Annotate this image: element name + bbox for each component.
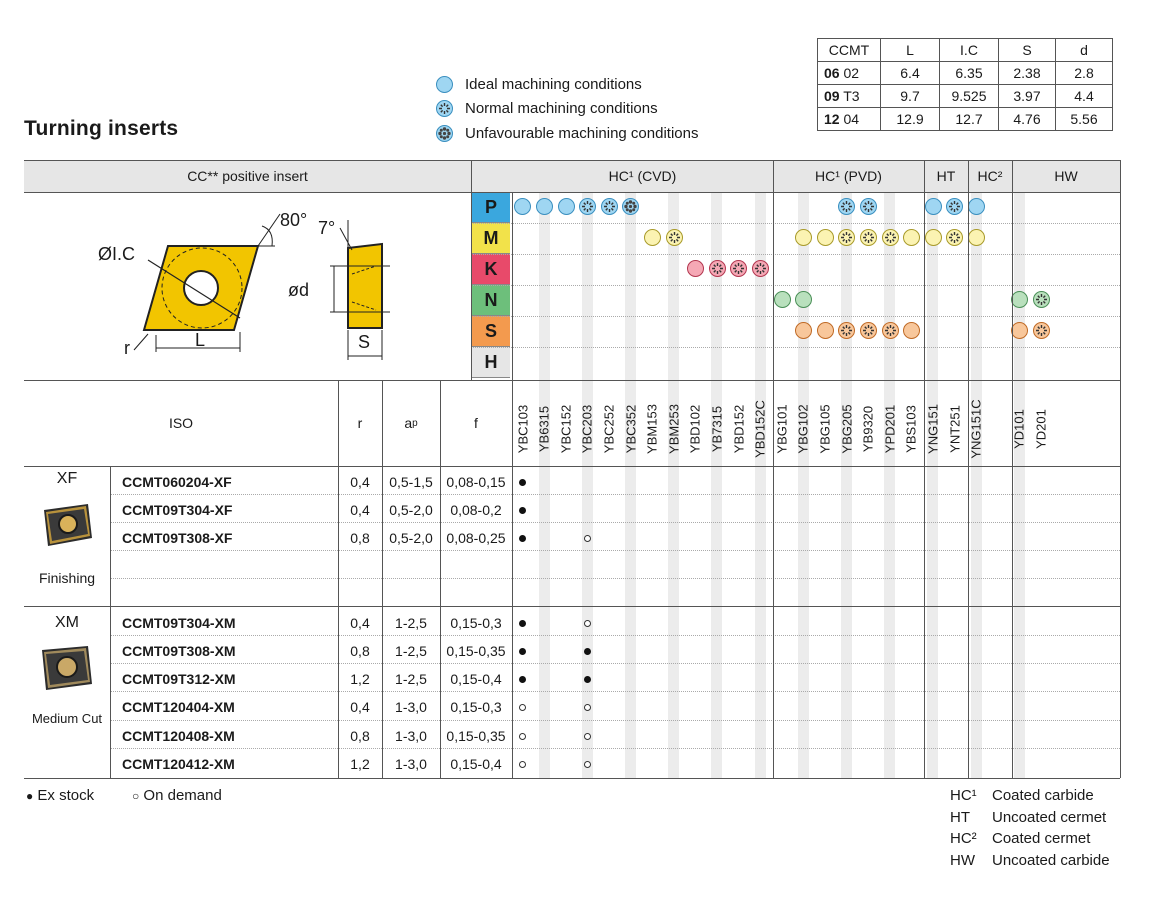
iso-code: CCMT120412-XM (122, 756, 235, 772)
grade-label (987, 395, 1008, 463)
depth-value: 1-2,5 (395, 643, 427, 659)
unfavourable-circle-icon (622, 198, 639, 215)
radius-value: 0,8 (350, 643, 370, 659)
material-m-box: M (472, 223, 510, 254)
normal-circle-icon (579, 198, 596, 215)
legend-ideal (436, 73, 642, 95)
ideal-circle-icon (558, 198, 575, 215)
r-header: r (357, 415, 363, 431)
grade-label: YD201 (1033, 409, 1049, 449)
normal-circle-icon (946, 198, 963, 215)
radius-value: 1,2 (350, 756, 370, 772)
grade-label: YBG205 (839, 404, 854, 454)
depth-value: 1-3,0 (395, 756, 427, 772)
dim-header: CCMT (818, 39, 881, 62)
table-rule (110, 466, 111, 778)
normal-circle-icon (882, 322, 899, 339)
feed-value: 0,15-0,35 (446, 728, 506, 744)
table-rule (24, 160, 1120, 161)
ideal-circle-icon (903, 229, 920, 246)
table-rule (471, 223, 1120, 224)
feed-value: 0,15-0,35 (446, 643, 506, 659)
material-s-box: S (472, 316, 510, 347)
material-p-box: P (472, 192, 510, 223)
grade-label: YNG151C (968, 399, 984, 459)
radius-value: 0,8 (350, 728, 370, 744)
legend-unfavourable (436, 122, 698, 144)
ex-stock-legend: ● Ex stock (26, 787, 95, 804)
table-rule (24, 466, 1120, 467)
material-h-box: H (472, 347, 510, 378)
on-demand-dot (519, 704, 526, 711)
ideal-circle-icon (1011, 322, 1028, 339)
table-rule (24, 192, 1120, 193)
dim-row: 06 02 6.4 6.35 2.38 2.8 (818, 62, 1113, 85)
abbr-text: Uncoated cermet (992, 808, 1107, 826)
grade-label: YB6315 (536, 405, 552, 453)
ex-stock-dot (519, 620, 526, 627)
iso-code: CCMT09T308-XM (122, 643, 236, 659)
on-demand-dot (519, 733, 526, 740)
grade-label: YBD152 (731, 404, 746, 454)
table-rule (512, 192, 513, 778)
ideal-circle-icon (1011, 291, 1028, 308)
radius-value: 0,4 (350, 699, 370, 715)
grade-label: YD101 (1011, 409, 1027, 449)
grade-label: YBM253 (666, 404, 682, 454)
ex-stock-dot (519, 648, 526, 655)
normal-circle-icon (860, 229, 877, 246)
page-title: Turning inserts (24, 117, 179, 140)
iso-code: CCMT120408-XM (122, 728, 235, 744)
iso-code: CCMT060204-XF (122, 474, 232, 490)
radius-value: 1,2 (350, 671, 370, 687)
abbr-code: HC² (950, 830, 977, 847)
angle-80-label: 80° (280, 210, 308, 230)
feed-value: 0,08-0,2 (450, 502, 502, 518)
s-label: S (358, 332, 371, 352)
grade-label: YBD152C (752, 400, 768, 458)
abbr-text: Coated cermet (992, 830, 1091, 847)
group-header-pvd: HC¹ (PVD) (815, 168, 882, 184)
group-header-ht: HT (936, 168, 956, 184)
iso-code: CCMT09T304-XM (122, 615, 236, 631)
iso-code: CCMT120404-XM (122, 699, 235, 715)
table-rule (471, 285, 1120, 286)
material-k-box: K (472, 254, 510, 285)
radius-value: 0,4 (350, 474, 370, 490)
ideal-circle-icon (968, 229, 985, 246)
grade-label: YBC152 (558, 404, 574, 454)
l-label: L (195, 330, 206, 350)
legend-label: Unfavourable machining conditions (465, 124, 699, 142)
dim-header: I.C (940, 39, 999, 62)
ideal-circle-icon (436, 76, 453, 93)
dim-row: 09 T3 9.7 9.525 3.97 4.4 (818, 85, 1113, 108)
grade-label: YBD102 (687, 404, 703, 454)
ideal-circle-icon (687, 260, 704, 277)
normal-circle-icon (730, 260, 747, 277)
normal-circle-icon (946, 229, 963, 246)
ideal-circle-icon (817, 229, 834, 246)
table-rule (471, 254, 1120, 255)
ap-header: a p (404, 415, 418, 431)
table-rule (924, 160, 925, 778)
dim-row: 12 04 12.9 12.7 4.76 5.56 (818, 108, 1113, 131)
normal-circle-icon (882, 229, 899, 246)
unfavourable-circle-icon (436, 125, 453, 142)
iso-code: CCMT09T312-XM (122, 671, 236, 687)
material-n-box: N (472, 285, 510, 316)
feed-value: 0,08-0,15 (446, 474, 506, 490)
ideal-circle-icon (817, 322, 834, 339)
normal-circle-icon (1033, 322, 1050, 339)
abbr-code: HW (950, 851, 975, 869)
ideal-circle-icon (536, 198, 553, 215)
grade-label: YBG102 (795, 404, 811, 454)
grade-label: YBC252 (601, 404, 617, 454)
ideal-circle-icon (903, 322, 920, 339)
iso-code: CCMT09T304-XF (122, 502, 233, 518)
abbr-code: HT (950, 808, 970, 826)
r-label: r (124, 338, 130, 358)
normal-circle-icon (860, 198, 877, 215)
feed-value: 0,08-0,25 (446, 530, 506, 546)
table-rule (1012, 160, 1013, 778)
table-rule (338, 380, 339, 778)
table-rule (471, 160, 472, 380)
grade-label: YB7315 (709, 405, 725, 453)
feed-value: 0,15-0,4 (450, 671, 502, 687)
normal-circle-icon (601, 198, 618, 215)
radius-value: 0,4 (350, 502, 370, 518)
normal-circle-icon (838, 229, 855, 246)
ex-stock-dot (519, 507, 526, 514)
feed-value: 0,15-0,4 (450, 756, 502, 772)
radius-value: 0,8 (350, 530, 370, 546)
ideal-circle-icon (644, 229, 661, 246)
abbr-code: HC¹ (950, 787, 977, 804)
table-rule (773, 160, 774, 778)
depth-value: 1-3,0 (395, 728, 427, 744)
normal-circle-icon (666, 229, 683, 246)
ideal-circle-icon (774, 291, 791, 308)
section-xf-caption: Finishing (38, 570, 96, 586)
f-header: f (474, 415, 478, 431)
legend-label: Ideal machining conditions (465, 75, 642, 93)
depth-value: 1-3,0 (395, 699, 427, 715)
legend-normal (436, 97, 658, 119)
table-rule (24, 778, 1120, 779)
abbr-text: Coated carbide (992, 787, 1094, 804)
grade-label: YBG105 (817, 404, 833, 454)
section-xf-label: XF (56, 470, 78, 487)
group-header-cvd: HC¹ (CVD) (608, 168, 677, 184)
grade-label: YBC352 (623, 404, 638, 454)
grade-label: YNG151 (925, 404, 941, 454)
ex-stock-dot (519, 676, 526, 683)
ideal-circle-icon (795, 291, 812, 308)
ideal-circle-icon (925, 198, 942, 215)
grade-label: YPD201 (882, 404, 898, 454)
section-xm-caption: Medium Cut (31, 711, 103, 726)
table-rule (440, 380, 441, 778)
ideal-circle-icon (514, 198, 531, 215)
radius-value: 0,4 (350, 615, 370, 631)
abbr-text: Uncoated carbide (992, 851, 1110, 869)
grade-label: YBC103 (515, 404, 530, 454)
ideal-circle-icon (968, 198, 985, 215)
dim-header: S (999, 39, 1056, 62)
dim-header: d (1056, 39, 1113, 62)
depth-value: 0,5-1,5 (389, 474, 433, 490)
table-rule (968, 160, 969, 778)
grade-label: YBG101 (774, 404, 790, 454)
grade-label: YBM153 (644, 404, 660, 454)
ex-stock-dot (519, 479, 526, 486)
dim-header: L (881, 39, 940, 62)
group-header-hw: HW (1054, 168, 1078, 184)
ideal-circle-icon (925, 229, 942, 246)
d-label: ød (288, 280, 310, 300)
angle-7-label: 7° (318, 218, 336, 238)
table-rule (471, 347, 1120, 348)
depth-value: 0,5-2,0 (389, 530, 433, 546)
ideal-circle-icon (795, 229, 812, 246)
grade-label: YB9320 (860, 405, 876, 453)
normal-circle-icon (838, 322, 855, 339)
on-demand-legend: ○ On demand (132, 787, 222, 804)
section-xm-label: XM (55, 614, 79, 631)
normal-circle-icon (1033, 291, 1050, 308)
iso-header: ISO (168, 415, 194, 431)
normal-circle-icon (752, 260, 769, 277)
grade-label: YBS103 (903, 405, 919, 453)
iso-code: CCMT09T308-XF (122, 530, 233, 546)
table-rule (24, 380, 1120, 381)
insert-header: CC** positive insert (187, 168, 308, 184)
dimension-table (817, 38, 1113, 131)
group-header-hc2: HC² (977, 168, 1003, 184)
on-demand-dot (519, 761, 526, 768)
grade-label: YNT251 (947, 405, 962, 453)
insert-xf-photo (38, 500, 96, 552)
insert-xm-photo (36, 642, 98, 696)
grade-label: YBC203 (579, 404, 595, 454)
feed-value: 0,15-0,3 (450, 615, 502, 631)
ideal-circle-icon (795, 322, 812, 339)
legend-label: Normal machining conditions (465, 99, 658, 117)
ex-stock-dot (519, 535, 526, 542)
table-rule (1120, 160, 1121, 778)
ic-label: ØI.C (98, 244, 136, 264)
normal-circle-icon (838, 198, 855, 215)
depth-value: 0,5-2,0 (389, 502, 433, 518)
normal-circle-icon (436, 100, 453, 117)
table-rule (382, 380, 383, 778)
depth-value: 1-2,5 (395, 615, 427, 631)
feed-value: 0,15-0,3 (450, 699, 502, 715)
normal-circle-icon (709, 260, 726, 277)
table-rule (24, 606, 1120, 607)
depth-value: 1-2,5 (395, 671, 427, 687)
table-rule (471, 316, 1120, 317)
normal-circle-icon (860, 322, 877, 339)
